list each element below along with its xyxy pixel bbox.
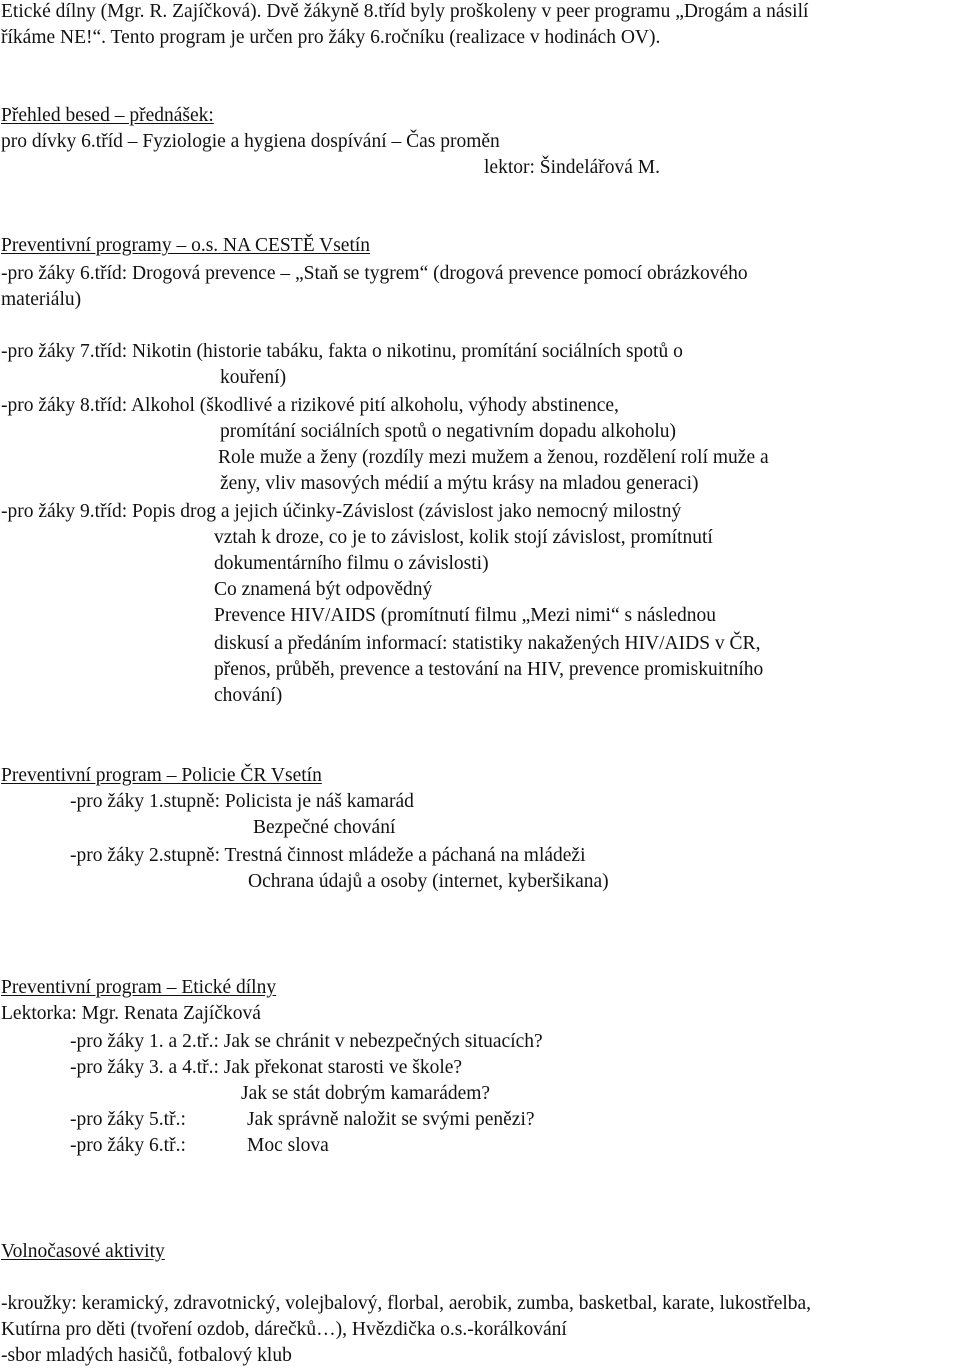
policie-s1-line-2: Bezpečné chování bbox=[253, 817, 396, 838]
na-ceste-g9-line-1: -pro žáky 9.tříd: Popis drog a jejich účinky-Závislost (závislost jako nemocný milostný bbox=[1, 501, 682, 522]
besedy-line-1: pro dívky 6.tříd – Fyziologie a hygiena dospívání – Čas proměn bbox=[1, 131, 500, 152]
na-ceste-g8-line-4: ženy, vliv masových médií a mýtu krásy na mladou generaci) bbox=[220, 473, 699, 494]
na-ceste-g9-line-7: přenos, průběh, prevence a testování na HIV, prevence promiskuitního bbox=[214, 659, 764, 680]
eticke-row-1: -pro žáky 1. a 2.tř.: Jak se chránit v nebezpečných situacích? bbox=[70, 1031, 543, 1052]
na-ceste-g9-line-3: dokumentárního filmu o závislosti) bbox=[214, 553, 489, 574]
policie-s2-line-1: -pro žáky 2.stupně: Trestná činnost mládeže a páchaná na mládeži bbox=[70, 845, 586, 866]
volnocas-line-3: -sbor mladých hasičů, fotbalový klub bbox=[1, 1345, 292, 1366]
na-ceste-g6-line-1: -pro žáky 6.tříd: Drogová prevence – „Staň se tygrem“ (drogová prevence pomocí obrázkového bbox=[1, 263, 748, 284]
eticke-row-4-label: -pro žáky 6.tř.: bbox=[70, 1135, 186, 1156]
besedy-heading: Přehled besed – přednášek: bbox=[1, 105, 214, 126]
eticke-row-2b: Jak se stát dobrým kamarádem? bbox=[241, 1083, 491, 1104]
volnocas-line-1: -kroužky: keramický, zdravotnický, volejbalový, florbal, aerobik, zumba, basketbal, karate, lukostřelba, bbox=[1, 1293, 812, 1314]
na-ceste-g7-line-1: -pro žáky 7.tříd: Nikotin (historie tabáku, fakta o nikotinu, promítání sociálních spotů o bbox=[1, 341, 683, 362]
intro-line-1: Etické dílny (Mgr. R. Zajíčková). Dvě žákyně 8.tříd byly proškoleny v peer programu „Drogám a násilí bbox=[1, 1, 809, 22]
eticke-row-2: -pro žáky 3. a 4.tř.: Jak překonat starosti ve škole? bbox=[70, 1057, 463, 1078]
na-ceste-g9-line-4: Co znamená být odpovědný bbox=[214, 579, 433, 600]
na-ceste-g6-line-2: materiálu) bbox=[1, 289, 82, 310]
na-ceste-heading: Preventivní programy – o.s. NA CESTĚ Vsetín bbox=[1, 235, 371, 256]
na-ceste-g8-line-3: Role muže a ženy (rozdíly mezi mužem a ženou, rozdělení rolí muže a bbox=[218, 447, 769, 468]
na-ceste-g9-line-5: Prevence HIV/AIDS (promítnutí filmu „Mezi nimi“ s následnou bbox=[214, 605, 717, 626]
besedy-lektor: lektor: Šindelářová M. bbox=[484, 157, 661, 178]
na-ceste-g8-line-1: -pro žáky 8.tříd: Alkohol (škodlivé a rizikové pití alkoholu, výhody abstinence, bbox=[1, 395, 619, 416]
na-ceste-g9-line-6: diskusí a předáním informací: statistiky nakažených HIV/AIDS v ČR, bbox=[214, 633, 761, 654]
policie-heading: Preventivní program – Policie ČR Vsetín bbox=[1, 765, 322, 786]
intro-line-2: říkáme NE!“. Tento program je určen pro žáky 6.ročníku (realizace v hodinách OV). bbox=[1, 27, 661, 48]
eticke-row-4-text: Moc slova bbox=[247, 1135, 329, 1156]
na-ceste-g8-line-2: promítání sociálních spotů o negativním dopadu alkoholu) bbox=[220, 421, 677, 442]
volnocas-heading: Volnočasové aktivity bbox=[1, 1241, 165, 1262]
eticke-heading: Preventivní program – Etické dílny bbox=[1, 977, 277, 998]
policie-s1-line-1: -pro žáky 1.stupně: Policista je náš kamarád bbox=[70, 791, 414, 812]
na-ceste-g7-line-2: kouření) bbox=[220, 367, 287, 388]
eticke-row-3-label: -pro žáky 5.tř.: bbox=[70, 1109, 186, 1130]
volnocas-line-2: Kutírna pro děti (tvoření ozdob, dárečků…), Hvězdička o.s.-korálkování bbox=[1, 1319, 567, 1340]
na-ceste-g9-line-2: vztah k droze, co je to závislost, kolik stojí závislost, promítnutí bbox=[214, 527, 713, 548]
eticke-lektorka: Lektorka: Mgr. Renata Zajíčková bbox=[1, 1003, 261, 1024]
na-ceste-g9-line-8: chování) bbox=[214, 685, 283, 706]
eticke-row-3-text: Jak správně naložit se svými penězi? bbox=[247, 1109, 535, 1130]
policie-s2-line-2: Ochrana údajů a osoby (internet, kyberšikana) bbox=[248, 871, 609, 892]
